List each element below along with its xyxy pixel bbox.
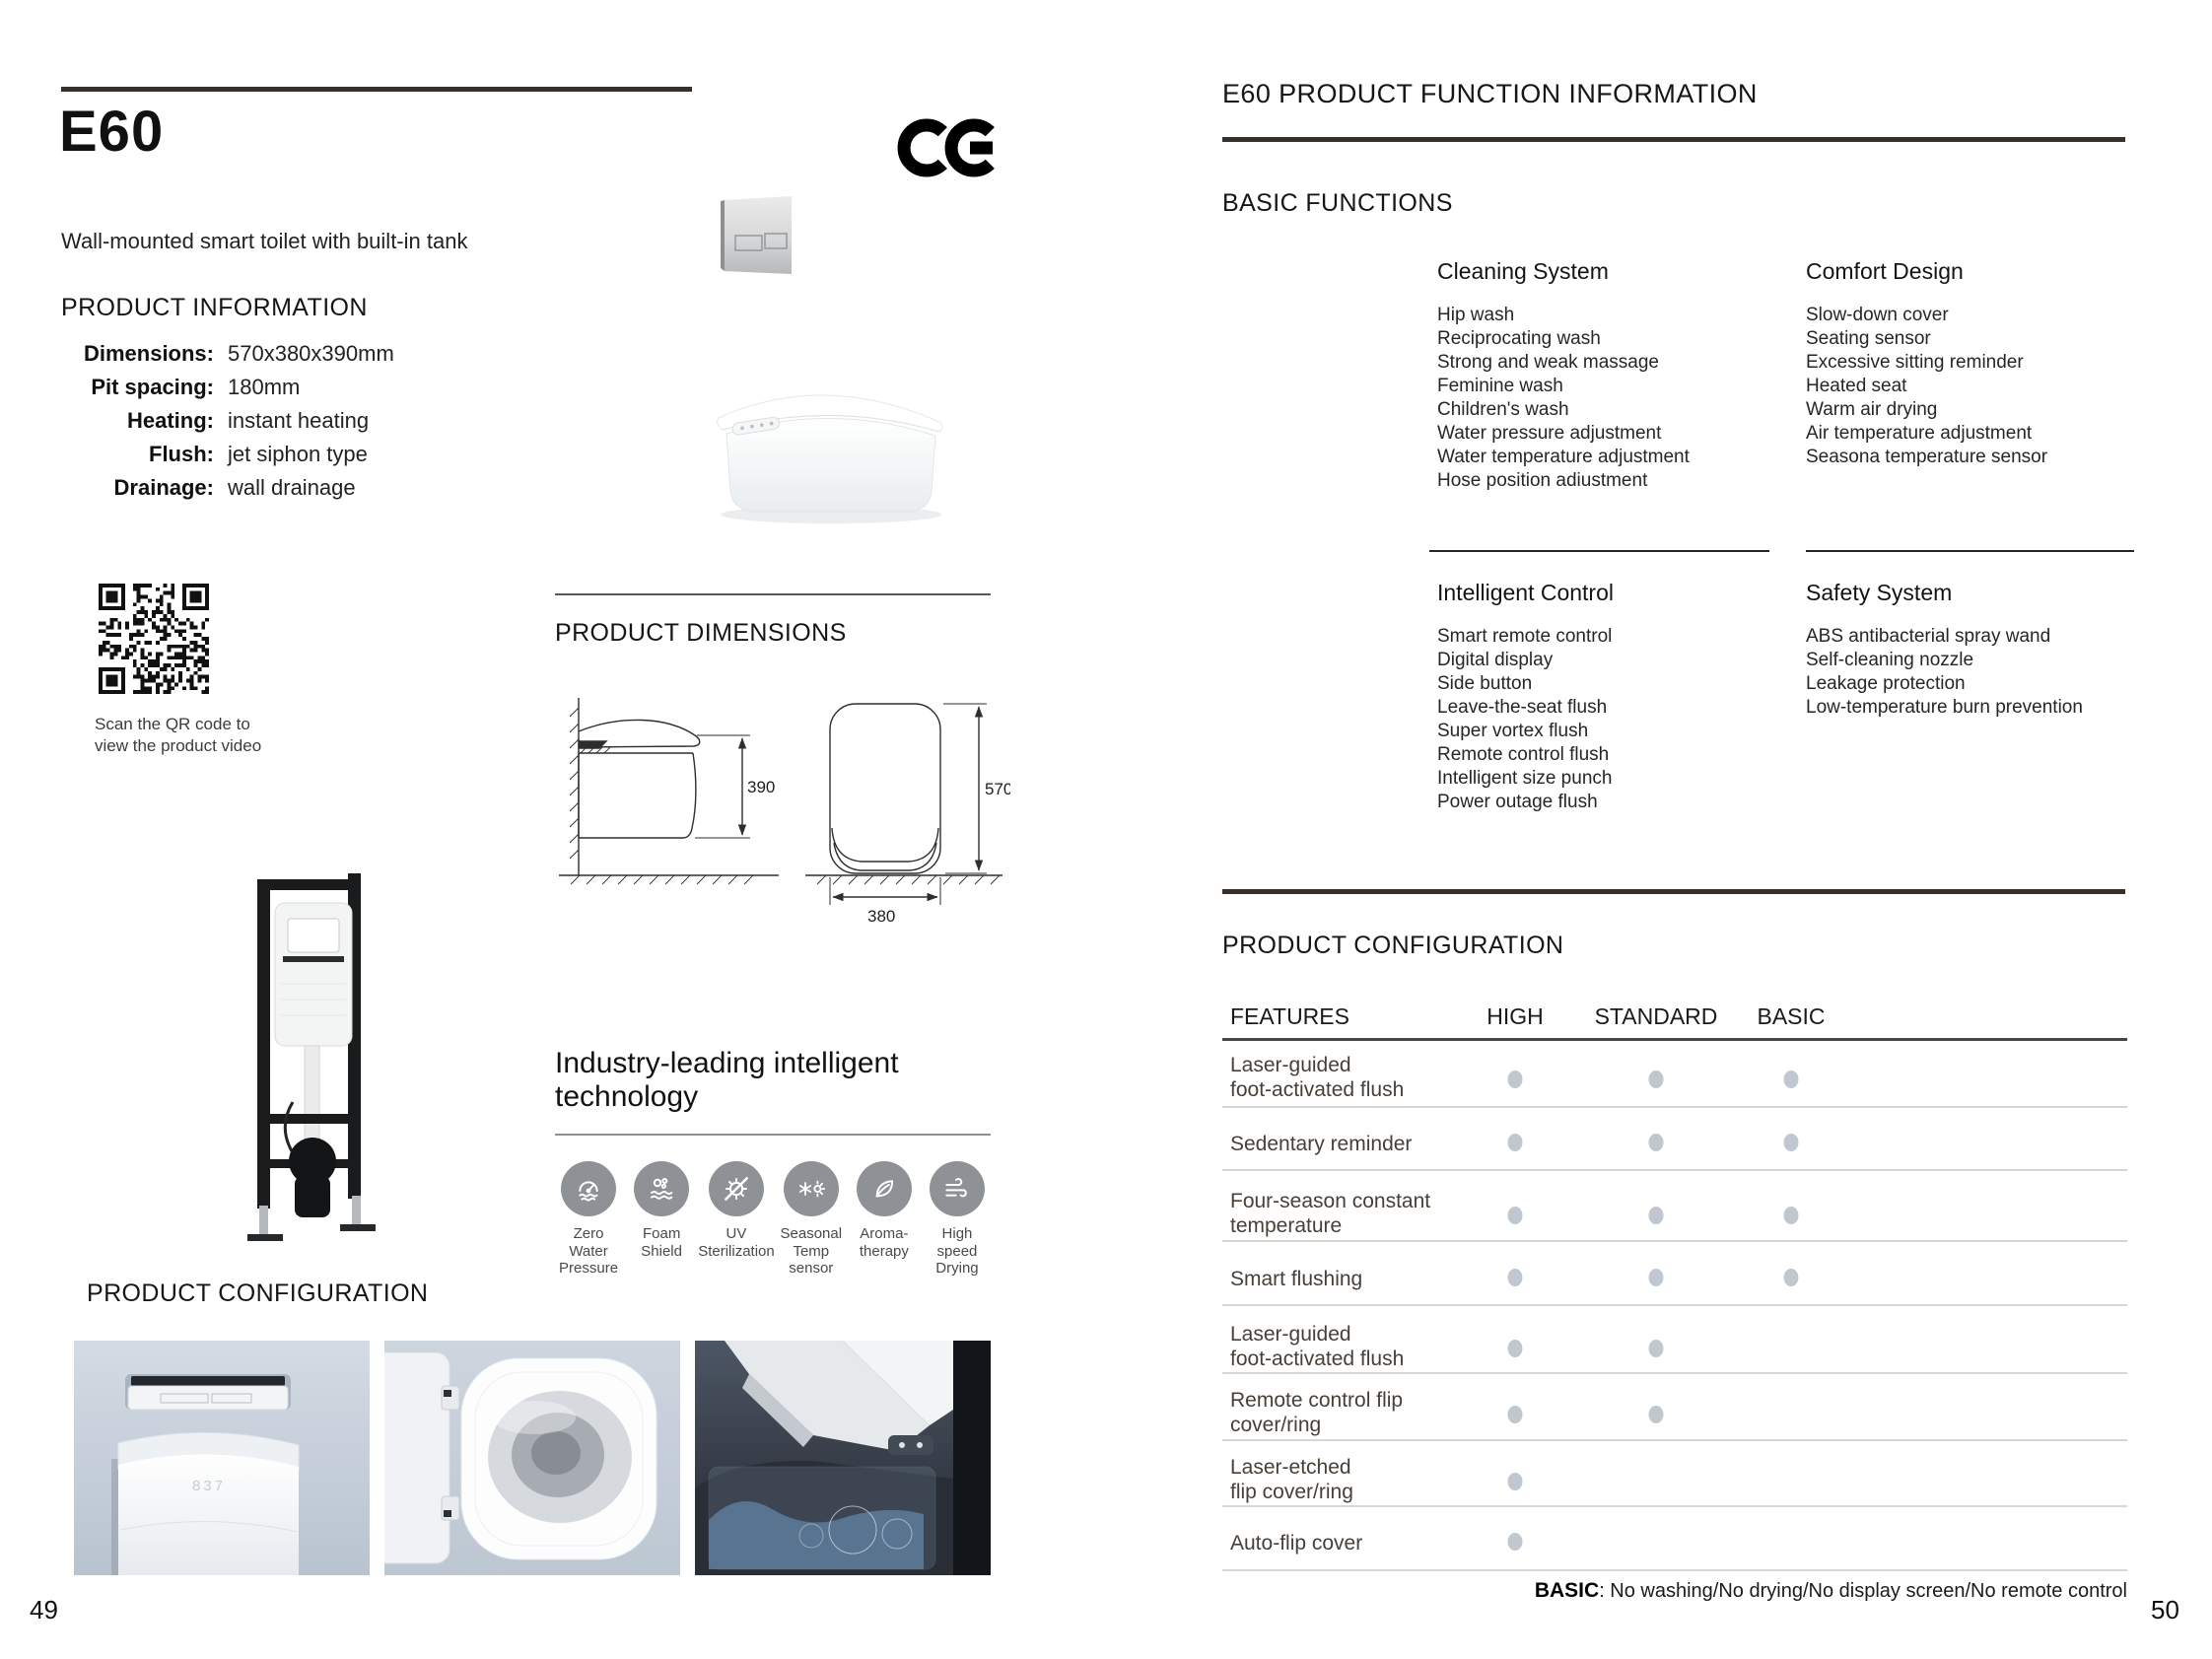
- availability-dot: [1508, 1134, 1523, 1151]
- column-header-basic: BASIC: [1757, 1003, 1826, 1029]
- svg-text:837: 837: [191, 1478, 227, 1494]
- availability-dot: [1508, 1207, 1523, 1224]
- availability-dot: [1508, 1533, 1523, 1551]
- table-row-separator: [1222, 1106, 2127, 1108]
- tech-feature: Aroma- therapy: [848, 1161, 921, 1278]
- tech-feature: UV Sterilization: [698, 1161, 775, 1278]
- left-page-number: 49: [30, 1595, 58, 1624]
- column-header-standard: STANDARD: [1594, 1003, 1718, 1029]
- tech-feature: Foam Shield: [625, 1161, 698, 1278]
- table-row-separator: [1222, 1505, 2127, 1507]
- left-product-configuration-title: PRODUCT CONFIGURATION: [87, 1279, 429, 1307]
- tech-feature: High speed Drying: [921, 1161, 994, 1278]
- basic-functions-title: BASIC FUNCTIONS: [1222, 189, 1453, 217]
- left-header-rule: [61, 87, 692, 92]
- table-row-separator: [1222, 1240, 2127, 1242]
- availability-dot: [1508, 1406, 1523, 1423]
- availability-dot: [1649, 1207, 1664, 1224]
- ce-mark-icon: [897, 114, 998, 186]
- availability-dot: [1649, 1406, 1664, 1423]
- toilet-photo: [705, 343, 956, 530]
- tech-feature: Seasonal Temp sensor: [775, 1161, 848, 1278]
- install-frame-photo: [234, 865, 386, 1260]
- catalog-spread: E60 Wall-mounted smart toilet with built-in tank PRODUCT INFORMATION Dimensions: 570x380x390mm Pit spacing: 180mm Heating: instant heating Flush: jet siphon type Drainage: wall drainage Scan the QR code to view the product video PRODUCT DIMENSIONS 390 570 380 Industry-leading intelligent technology Zero Water Pressure Foam Shield UV Sterilization Seasonal Temp sensor Aroma- therapy High speed Drying PRODUCT CONFIGURATION 837 49 E60 PRODUCT FUNCTION INFORMATION BASIC FUNCTIONS Cleaning System Hip wash Reciprocating wash Strong and weak massage Feminine wash Children's wash Water pressure adjustment Water temperature adjustment Hose position adiustment Comfort Design Slow-down cover Seating sensor Excessive sitting reminder Heated seat Warm air drying Air temperature adjustment Seasona temperature sensor Intelligent Control Smart remote control Digital display Side button Leave-the-seat flush Super vortex flush Remote control flush Intelligent size punch Power outage flush Safety System ABS antibacterial spray wand Self-cleaning nozzle Leakage protection Low-temperature burn prevention PRODUCT CONFIGURATION FEATURES HIGH STANDARD BASIC Laser-guided foot-activated flush Sedentary reminder Four-season constant temperature Smart flushing Laser-guided foot-activated flush Remote control flip cover/ring Laser-etched flip cover/ring Auto-flip cover BASIC: No washing/No drying/No display screen/No remote control 50: [0, 0, 2212, 1659]
- qr-code: [99, 584, 209, 699]
- product-dimensions-title: PRODUCT DIMENSIONS: [555, 619, 847, 647]
- uv-sterilization-icon: [709, 1161, 764, 1216]
- svg-text:380: 380: [867, 907, 896, 926]
- availability-dot: [1649, 1269, 1664, 1286]
- tech-feature: Zero Water Pressure: [552, 1161, 625, 1278]
- table-row-separator: [1222, 1304, 2127, 1306]
- high-speed-drying-icon: [930, 1161, 985, 1216]
- function-group-comfort-design: Comfort Design Slow-down cover Seating sensor Excessive sitting reminder Heated seat Warm air drying Air temperature adjustment Seasona temperature sensor: [1806, 258, 2048, 467]
- right-header-rule: [1222, 137, 2125, 142]
- table-row-separator: [1222, 1439, 2127, 1441]
- svg-text:570: 570: [985, 780, 1010, 798]
- aromatherapy-icon: [857, 1161, 912, 1216]
- dimension-diagram: [547, 682, 1010, 933]
- configuration-rule: [1222, 889, 2125, 894]
- right-page-header: E60 PRODUCT FUNCTION INFORMATION: [1222, 79, 1758, 108]
- technology-features: [552, 1161, 994, 1278]
- dimensions-rule: [555, 593, 991, 595]
- svg-text:390: 390: [747, 778, 776, 796]
- function-group-intelligent-control: Intelligent Control Smart remote control Digital display Side button Leave-the-seat flush Super vortex flush Remote control flush Intelligent size punch Power outage flush: [1437, 580, 1614, 812]
- spec-row: Pit spacing: 180mm: [91, 375, 301, 399]
- availability-dot: [1784, 1134, 1799, 1151]
- foam-shield-icon: [634, 1161, 689, 1216]
- photo-top-view: [384, 1341, 680, 1580]
- model-subtitle: Wall-mounted smart toilet with built-in tank: [61, 229, 468, 253]
- availability-dot: [1649, 1071, 1664, 1088]
- group-separator: [1429, 550, 1769, 552]
- column-header-high: HIGH: [1486, 1003, 1544, 1029]
- table-row-separator: [1222, 1169, 2127, 1171]
- technology-title: Industry-leading intelligent technology: [555, 1047, 899, 1113]
- table-row-separator: [1222, 1569, 2127, 1571]
- column-header-features: FEATURES: [1230, 1003, 1349, 1029]
- table-row-separator: [1222, 1372, 2127, 1374]
- function-group-cleaning-system: Cleaning System Hip wash Reciprocating wash Strong and weak massage Feminine wash Children's wash Water pressure adjustment Water temperature adjustment Hose position adiustment: [1437, 258, 1690, 491]
- basic-note: BASIC: No washing/No drying/No display screen/No remote control: [1534, 1579, 2127, 1602]
- spec-row: Drainage: wall drainage: [113, 475, 356, 500]
- flush-plate-photo: [717, 194, 795, 282]
- availability-dot: [1784, 1269, 1799, 1286]
- product-information-title: PRODUCT INFORMATION: [61, 294, 368, 321]
- availability-dot: [1508, 1269, 1523, 1286]
- availability-dot: [1649, 1134, 1664, 1151]
- availability-dot: [1508, 1473, 1523, 1490]
- photo-front-view: [74, 1341, 370, 1580]
- function-group-safety-system: Safety System ABS antibacterial spray wand Self-cleaning nozzle Leakage protection Low-temperature burn prevention: [1806, 580, 2083, 718]
- spec-row: Flush: jet siphon type: [149, 442, 368, 466]
- spec-row: Heating: instant heating: [127, 408, 370, 433]
- availability-dot: [1508, 1071, 1523, 1088]
- seasonal-temp-sensor-icon: [784, 1161, 839, 1216]
- availability-dot: [1508, 1340, 1523, 1357]
- spec-row: Dimensions: 570x380x390mm: [83, 341, 394, 366]
- availability-dot: [1649, 1340, 1664, 1357]
- availability-dot: [1784, 1071, 1799, 1088]
- spec-list: [61, 337, 394, 505]
- qr-caption: Scan the QR code to view the product video: [95, 715, 262, 756]
- availability-dot: [1784, 1207, 1799, 1224]
- right-product-configuration-title: PRODUCT CONFIGURATION: [1222, 932, 1564, 959]
- zero-water-pressure-icon: [561, 1161, 616, 1216]
- model-title: E60: [59, 100, 165, 164]
- table-header-underline: [1222, 1038, 2127, 1041]
- technology-rule: [555, 1134, 991, 1136]
- right-page-number: 50: [2151, 1595, 2179, 1624]
- group-separator: [1806, 550, 2134, 552]
- photo-cutaway-view: [695, 1341, 991, 1580]
